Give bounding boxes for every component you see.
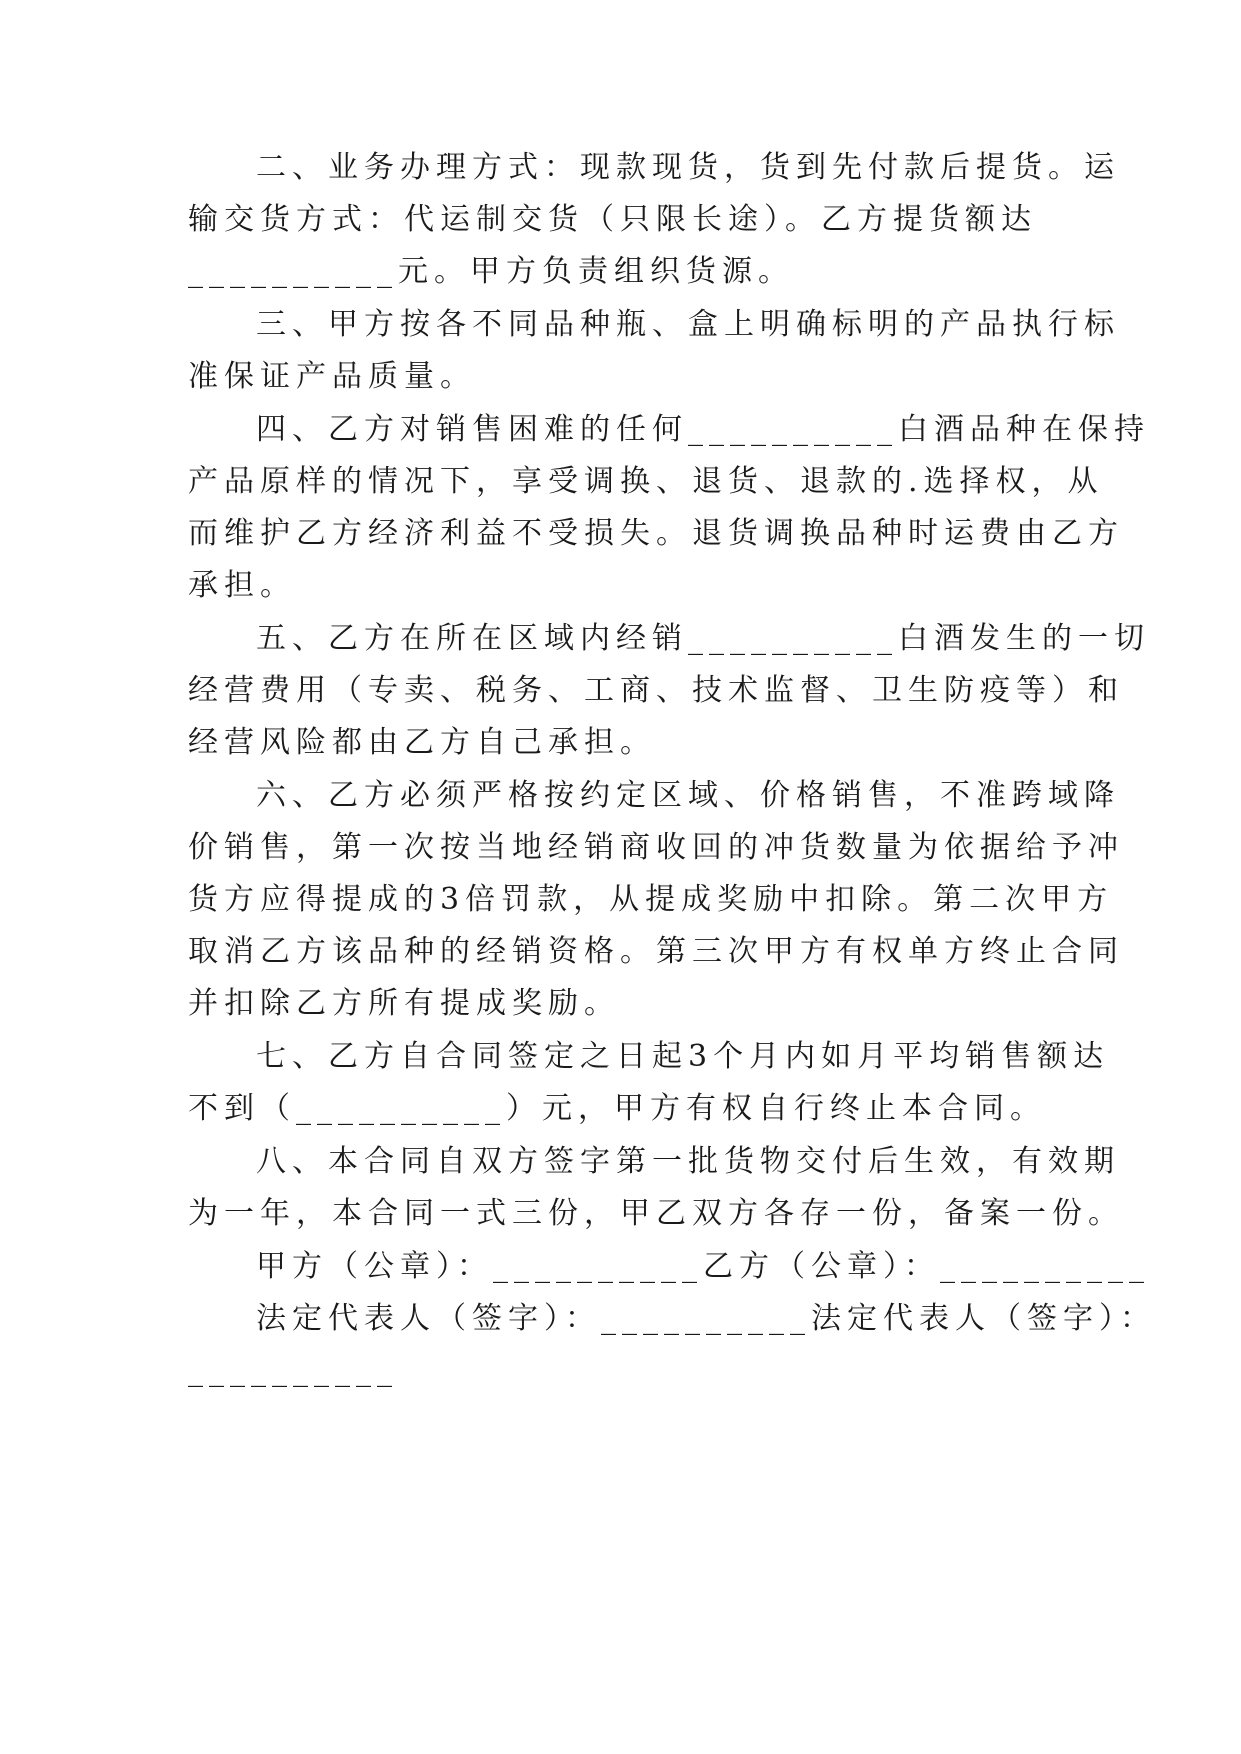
clause-6-line-5: 并扣除乙方所有提成奖励。	[188, 986, 620, 1021]
clause-6-line-2: 价销售，第一次按当地经销商收回的冲货数量为依据给予冲	[188, 830, 1124, 865]
clause-4-line-4: 承担。	[188, 568, 296, 603]
signature-seal-line: 甲方（公章）：__________乙方（公章）：__________	[256, 1249, 1150, 1284]
signature-representative-line: 法定代表人（签字）：__________法定代表人（签字）：	[256, 1301, 1156, 1336]
clause-4-line-2: 产品原样的情况下，享受调换、退货、退款的.选择权，从	[188, 464, 1104, 499]
clause-6-line-1: 六、乙方必须严格按约定区域、价格销售，不准跨域降	[256, 778, 1120, 813]
clause-2-line-3: __________元。甲方负责组织货源。	[188, 254, 794, 289]
clause-5-line-3: 经营风险都由乙方自己承担。	[188, 725, 656, 760]
clause-5-line-1: 五、乙方在所在区域内经销__________白酒发生的一切	[256, 621, 1150, 656]
clause-8-line-2: 为一年，本合同一式三份，甲乙双方各存一份，备案一份。	[188, 1196, 1124, 1231]
clause-3-line-1: 三、甲方按各不同品种瓶、盒上明确标明的产品执行标	[256, 307, 1120, 342]
clause-4-line-3: 而维护乙方经济利益不受损失。退货调换品种时运费由乙方	[188, 516, 1124, 551]
clause-6-line-4: 取消乙方该品种的经销资格。第三次甲方有权单方终止合同	[188, 934, 1124, 969]
signature-blank-line: __________	[188, 1353, 398, 1388]
clause-6-line-3: 货方应得提成的3倍罚款，从提成奖励中扣除。第二次甲方	[188, 882, 1114, 917]
clause-5-line-2: 经营费用（专卖、税务、工商、技术监督、卫生防疫等）和	[188, 673, 1124, 708]
clause-7-line-2: 不到（__________）元，甲方有权自行终止本合同。	[188, 1091, 1046, 1126]
clause-7-line-1: 七、乙方自合同签定之日起3个月内如月平均销售额达	[256, 1039, 1110, 1074]
clause-2-line-1: 二、业务办理方式：现款现货，货到先付款后提货。运	[256, 150, 1120, 185]
clause-3-line-2: 准保证产品质量。	[188, 359, 476, 394]
clause-4-line-1: 四、乙方对销售困难的任何__________白酒品种在保持	[256, 412, 1150, 447]
clause-2-line-2: 输交货方式：代运制交货（只限长途）。乙方提货额达	[188, 202, 1037, 237]
clause-8-line-1: 八、本合同自双方签字第一批货物交付后生效，有效期	[256, 1144, 1120, 1179]
